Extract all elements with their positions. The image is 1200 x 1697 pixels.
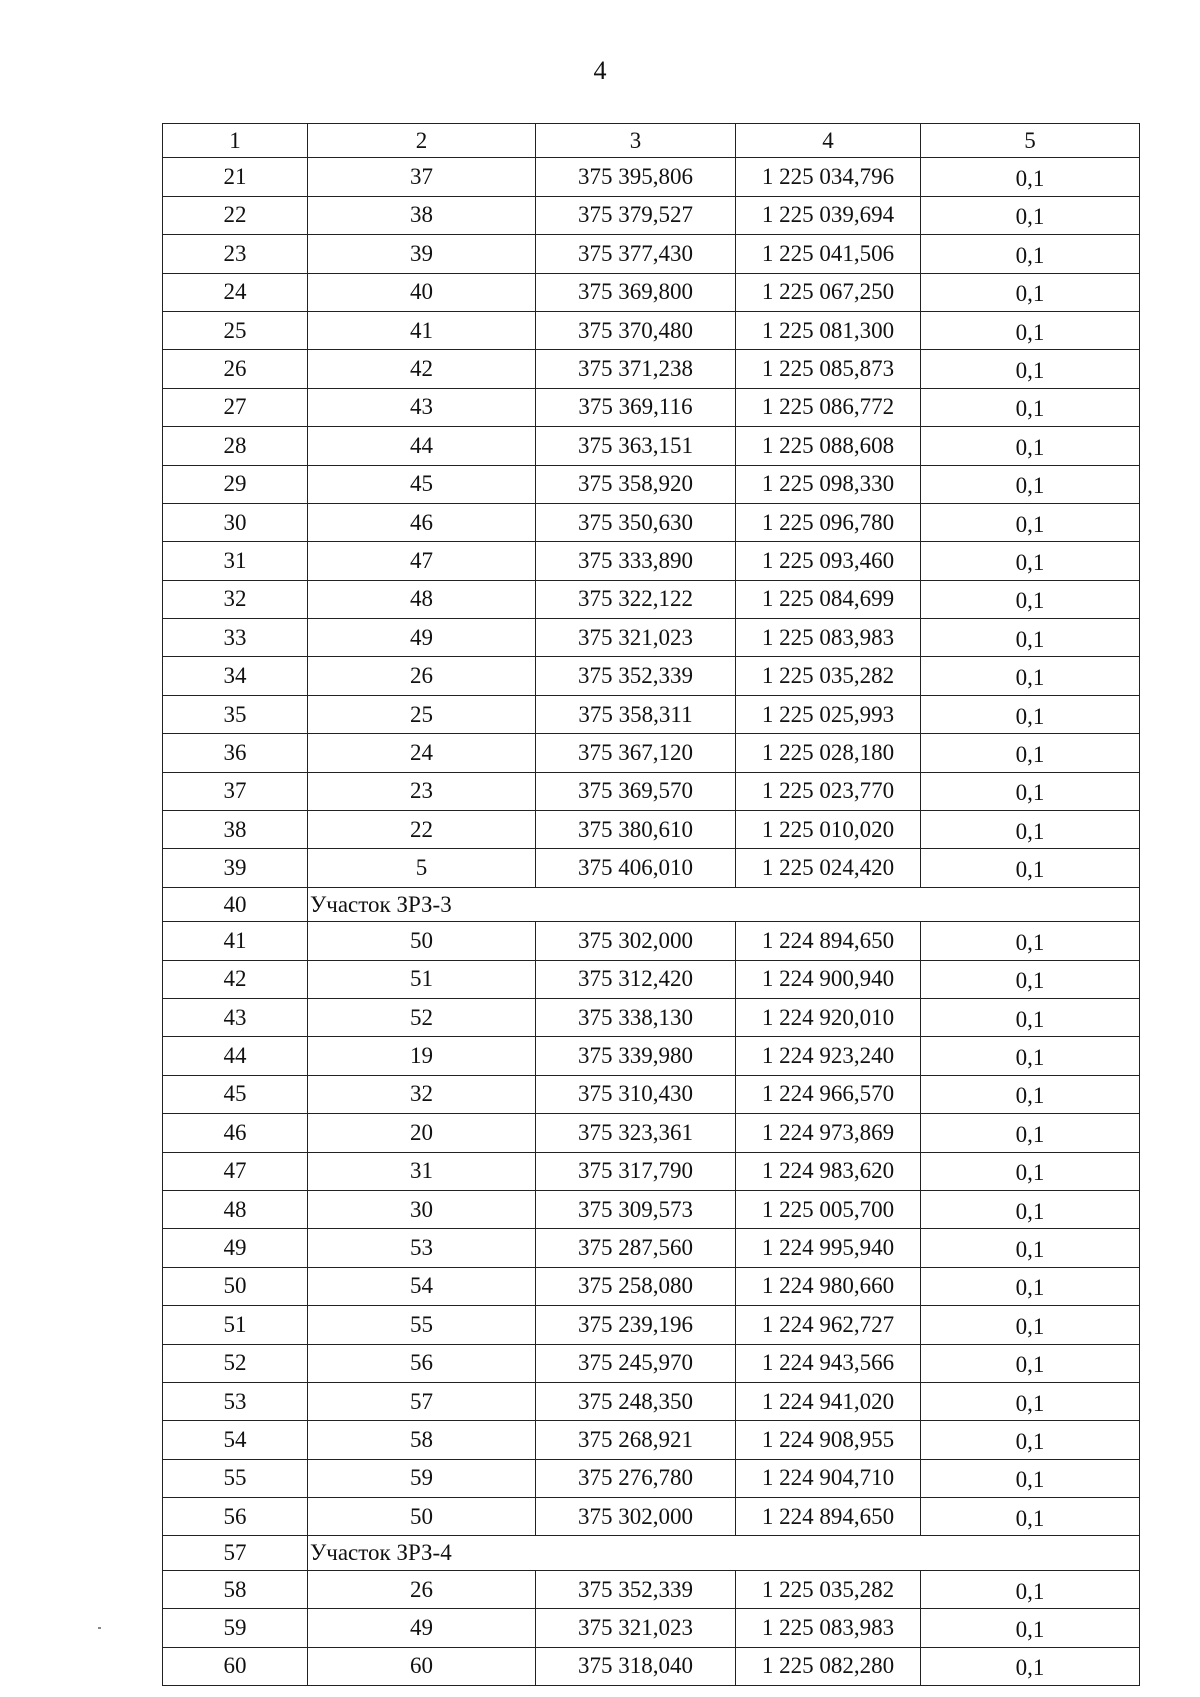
point-number-cell: 30 — [308, 1190, 536, 1228]
section-row — [163, 887, 1140, 921]
table-row — [163, 619, 1140, 657]
y-coordinate-cell: 1 224 980,660 — [736, 1267, 921, 1305]
y-coordinate-cell: 1 225 093,460 — [736, 542, 921, 580]
table-row — [163, 657, 1140, 695]
row-number-cell: 33 — [163, 619, 308, 657]
row-number-cell: 44 — [163, 1037, 308, 1075]
y-coordinate-cell: 1 225 024,420 — [736, 849, 921, 887]
point-number-cell: 58 — [308, 1421, 536, 1459]
point-number-cell: 26 — [308, 657, 536, 695]
row-number-cell: 57 — [163, 1536, 308, 1570]
error-value-cell: 0,1 — [921, 158, 1140, 196]
error-value-cell: 0,1 — [921, 580, 1140, 618]
point-number-cell: 24 — [308, 734, 536, 772]
table-row — [163, 542, 1140, 580]
table-row — [163, 1114, 1140, 1152]
row-number-cell: 58 — [163, 1570, 308, 1608]
table-row — [163, 1459, 1140, 1497]
y-coordinate-cell: 1 224 920,010 — [736, 998, 921, 1036]
row-number-cell: 38 — [163, 811, 308, 849]
row-number-cell: 37 — [163, 772, 308, 810]
x-coordinate-cell: 375 258,080 — [536, 1267, 736, 1305]
error-value-cell: 0,1 — [921, 1421, 1140, 1459]
table-row — [163, 503, 1140, 541]
error-value-cell: 0,1 — [921, 1459, 1140, 1497]
point-number-cell: 50 — [308, 922, 536, 960]
x-coordinate-cell: 375 395,806 — [536, 158, 736, 196]
point-number-cell: 46 — [308, 503, 536, 541]
table-row — [163, 811, 1140, 849]
error-value-cell: 0,1 — [921, 1229, 1140, 1267]
y-coordinate-cell: 1 225 039,694 — [736, 196, 921, 234]
table-row — [163, 1190, 1140, 1228]
point-number-cell: 38 — [308, 196, 536, 234]
row-number-cell: 28 — [163, 427, 308, 465]
y-coordinate-cell: 1 225 023,770 — [736, 772, 921, 810]
error-value-cell: 0,1 — [921, 1647, 1140, 1685]
error-value-cell: 0,1 — [921, 311, 1140, 349]
point-number-cell: 26 — [308, 1570, 536, 1608]
y-coordinate-cell: 1 225 096,780 — [736, 503, 921, 541]
y-coordinate-cell: 1 225 081,300 — [736, 311, 921, 349]
x-coordinate-cell: 375 318,040 — [536, 1647, 736, 1685]
row-number-cell: 31 — [163, 542, 308, 580]
row-number-cell: 46 — [163, 1114, 308, 1152]
column-header-point: 2 — [308, 124, 536, 158]
point-number-cell: 32 — [308, 1075, 536, 1113]
error-value-cell: 0,1 — [921, 465, 1140, 503]
row-number-cell: 50 — [163, 1267, 308, 1305]
point-number-cell: 25 — [308, 695, 536, 733]
table-row — [163, 1152, 1140, 1190]
error-value-cell: 0,1 — [921, 960, 1140, 998]
point-number-cell: 50 — [308, 1498, 536, 1536]
table-body — [163, 124, 1140, 1686]
row-number-cell: 22 — [163, 196, 308, 234]
row-number-cell: 40 — [163, 887, 308, 921]
x-coordinate-cell: 375 369,116 — [536, 388, 736, 426]
point-number-cell: 56 — [308, 1344, 536, 1382]
coordinates-table — [162, 123, 1140, 1686]
table-row — [163, 1570, 1140, 1608]
y-coordinate-cell: 1 224 943,566 — [736, 1344, 921, 1382]
row-number-cell: 43 — [163, 998, 308, 1036]
row-number-cell: 51 — [163, 1306, 308, 1344]
x-coordinate-cell: 375 379,527 — [536, 196, 736, 234]
x-coordinate-cell: 375 310,430 — [536, 1075, 736, 1113]
table-row — [163, 1344, 1140, 1382]
row-number-cell: 42 — [163, 960, 308, 998]
error-value-cell: 0,1 — [921, 1344, 1140, 1382]
section-title-cell: Участок ЗРЗ-4 — [308, 1536, 1140, 1570]
table-row — [163, 1075, 1140, 1113]
point-number-cell: 31 — [308, 1152, 536, 1190]
table-row — [163, 772, 1140, 810]
y-coordinate-cell: 1 224 908,955 — [736, 1421, 921, 1459]
x-coordinate-cell: 375 248,350 — [536, 1382, 736, 1420]
y-coordinate-cell: 1 225 035,282 — [736, 657, 921, 695]
column-header-number: 1 — [163, 124, 308, 158]
row-number-cell: 49 — [163, 1229, 308, 1267]
point-number-cell: 20 — [308, 1114, 536, 1152]
x-coordinate-cell: 375 352,339 — [536, 1570, 736, 1608]
x-coordinate-cell: 375 367,120 — [536, 734, 736, 772]
point-number-cell: 44 — [308, 427, 536, 465]
row-number-cell: 34 — [163, 657, 308, 695]
scan-speck — [98, 1627, 101, 1629]
point-number-cell: 49 — [308, 1609, 536, 1647]
page-number: 4 — [593, 56, 607, 85]
y-coordinate-cell: 1 224 966,570 — [736, 1075, 921, 1113]
point-number-cell: 54 — [308, 1267, 536, 1305]
x-coordinate-cell: 375 371,238 — [536, 350, 736, 388]
row-number-cell: 39 — [163, 849, 308, 887]
y-coordinate-cell: 1 225 088,608 — [736, 427, 921, 465]
y-coordinate-cell: 1 224 995,940 — [736, 1229, 921, 1267]
table-row — [163, 734, 1140, 772]
row-number-cell: 29 — [163, 465, 308, 503]
y-coordinate-cell: 1 225 085,873 — [736, 350, 921, 388]
x-coordinate-cell: 375 352,339 — [536, 657, 736, 695]
error-value-cell: 0,1 — [921, 350, 1140, 388]
x-coordinate-cell: 375 312,420 — [536, 960, 736, 998]
point-number-cell: 60 — [308, 1647, 536, 1685]
error-value-cell: 0,1 — [921, 388, 1140, 426]
row-number-cell: 60 — [163, 1647, 308, 1685]
table-row — [163, 196, 1140, 234]
y-coordinate-cell: 1 224 941,020 — [736, 1382, 921, 1420]
x-coordinate-cell: 375 321,023 — [536, 619, 736, 657]
row-number-cell: 55 — [163, 1459, 308, 1497]
x-coordinate-cell: 375 323,361 — [536, 1114, 736, 1152]
table-header-row — [163, 124, 1140, 158]
point-number-cell: 59 — [308, 1459, 536, 1497]
y-coordinate-cell: 1 224 894,650 — [736, 922, 921, 960]
x-coordinate-cell: 375 363,151 — [536, 427, 736, 465]
error-value-cell: 0,1 — [921, 273, 1140, 311]
table-row — [163, 273, 1140, 311]
row-number-cell: 45 — [163, 1075, 308, 1113]
x-coordinate-cell: 375 369,800 — [536, 273, 736, 311]
y-coordinate-cell: 1 224 983,620 — [736, 1152, 921, 1190]
point-number-cell: 37 — [308, 158, 536, 196]
row-number-cell: 27 — [163, 388, 308, 426]
y-coordinate-cell: 1 225 025,993 — [736, 695, 921, 733]
y-coordinate-cell: 1 224 923,240 — [736, 1037, 921, 1075]
error-value-cell: 0,1 — [921, 196, 1140, 234]
x-coordinate-cell: 375 370,480 — [536, 311, 736, 349]
x-coordinate-cell: 375 369,570 — [536, 772, 736, 810]
y-coordinate-cell: 1 224 904,710 — [736, 1459, 921, 1497]
error-value-cell: 0,1 — [921, 998, 1140, 1036]
table-row — [163, 465, 1140, 503]
error-value-cell: 0,1 — [921, 695, 1140, 733]
error-value-cell: 0,1 — [921, 503, 1140, 541]
error-value-cell: 0,1 — [921, 657, 1140, 695]
table-row — [163, 922, 1140, 960]
row-number-cell: 26 — [163, 350, 308, 388]
error-value-cell: 0,1 — [921, 849, 1140, 887]
column-header-error: 5 — [921, 124, 1140, 158]
error-value-cell: 0,1 — [921, 1306, 1140, 1344]
x-coordinate-cell: 375 406,010 — [536, 849, 736, 887]
row-number-cell: 48 — [163, 1190, 308, 1228]
error-value-cell: 0,1 — [921, 734, 1140, 772]
row-number-cell: 59 — [163, 1609, 308, 1647]
row-number-cell: 53 — [163, 1382, 308, 1420]
y-coordinate-cell: 1 225 098,330 — [736, 465, 921, 503]
error-value-cell: 0,1 — [921, 1570, 1140, 1608]
row-number-cell: 52 — [163, 1344, 308, 1382]
x-coordinate-cell: 375 302,000 — [536, 1498, 736, 1536]
y-coordinate-cell: 1 225 010,020 — [736, 811, 921, 849]
error-value-cell: 0,1 — [921, 1075, 1140, 1113]
y-coordinate-cell: 1 225 084,699 — [736, 580, 921, 618]
y-coordinate-cell: 1 225 082,280 — [736, 1647, 921, 1685]
y-coordinate-cell: 1 224 900,940 — [736, 960, 921, 998]
point-number-cell: 22 — [308, 811, 536, 849]
error-value-cell: 0,1 — [921, 922, 1140, 960]
table-row — [163, 1229, 1140, 1267]
table-row — [163, 1647, 1140, 1685]
table-row — [163, 1421, 1140, 1459]
table-row — [163, 1306, 1140, 1344]
row-number-cell: 47 — [163, 1152, 308, 1190]
error-value-cell: 0,1 — [921, 1498, 1140, 1536]
point-number-cell: 45 — [308, 465, 536, 503]
x-coordinate-cell: 375 339,980 — [536, 1037, 736, 1075]
y-coordinate-cell: 1 224 973,869 — [736, 1114, 921, 1152]
y-coordinate-cell: 1 225 035,282 — [736, 1570, 921, 1608]
error-value-cell: 0,1 — [921, 235, 1140, 273]
table-row — [163, 1609, 1140, 1647]
point-number-cell: 51 — [308, 960, 536, 998]
point-number-cell: 53 — [308, 1229, 536, 1267]
x-coordinate-cell: 375 377,430 — [536, 235, 736, 273]
table-row — [163, 388, 1140, 426]
x-coordinate-cell: 375 268,921 — [536, 1421, 736, 1459]
table-row — [163, 580, 1140, 618]
error-value-cell: 0,1 — [921, 1382, 1140, 1420]
row-number-cell: 41 — [163, 922, 308, 960]
x-coordinate-cell: 375 338,130 — [536, 998, 736, 1036]
x-coordinate-cell: 375 239,196 — [536, 1306, 736, 1344]
row-number-cell: 35 — [163, 695, 308, 733]
point-number-cell: 19 — [308, 1037, 536, 1075]
y-coordinate-cell: 1 225 086,772 — [736, 388, 921, 426]
point-number-cell: 55 — [308, 1306, 536, 1344]
section-row — [163, 1536, 1140, 1570]
y-coordinate-cell: 1 225 067,250 — [736, 273, 921, 311]
y-coordinate-cell: 1 225 034,796 — [736, 158, 921, 196]
point-number-cell: 43 — [308, 388, 536, 426]
x-coordinate-cell: 375 358,311 — [536, 695, 736, 733]
x-coordinate-cell: 375 333,890 — [536, 542, 736, 580]
error-value-cell: 0,1 — [921, 1037, 1140, 1075]
point-number-cell: 39 — [308, 235, 536, 273]
table-row — [163, 695, 1140, 733]
error-value-cell: 0,1 — [921, 1267, 1140, 1305]
row-number-cell: 24 — [163, 273, 308, 311]
y-coordinate-cell: 1 225 083,983 — [736, 1609, 921, 1647]
x-coordinate-cell: 375 287,560 — [536, 1229, 736, 1267]
point-number-cell: 23 — [308, 772, 536, 810]
x-coordinate-cell: 375 350,630 — [536, 503, 736, 541]
table-row — [163, 1267, 1140, 1305]
error-value-cell: 0,1 — [921, 811, 1140, 849]
point-number-cell: 48 — [308, 580, 536, 618]
table-row — [163, 1037, 1140, 1075]
row-number-cell: 36 — [163, 734, 308, 772]
y-coordinate-cell: 1 225 041,506 — [736, 235, 921, 273]
error-value-cell: 0,1 — [921, 542, 1140, 580]
error-value-cell: 0,1 — [921, 772, 1140, 810]
y-coordinate-cell: 1 225 005,700 — [736, 1190, 921, 1228]
table-row — [163, 311, 1140, 349]
x-coordinate-cell: 375 245,970 — [536, 1344, 736, 1382]
table-row — [163, 427, 1140, 465]
point-number-cell: 40 — [308, 273, 536, 311]
point-number-cell: 47 — [308, 542, 536, 580]
row-number-cell: 56 — [163, 1498, 308, 1536]
row-number-cell: 25 — [163, 311, 308, 349]
error-value-cell: 0,1 — [921, 619, 1140, 657]
table-row — [163, 849, 1140, 887]
x-coordinate-cell: 375 276,780 — [536, 1459, 736, 1497]
x-coordinate-cell: 375 322,122 — [536, 580, 736, 618]
x-coordinate-cell: 375 380,610 — [536, 811, 736, 849]
row-number-cell: 32 — [163, 580, 308, 618]
point-number-cell: 57 — [308, 1382, 536, 1420]
point-number-cell: 42 — [308, 350, 536, 388]
y-coordinate-cell: 1 225 028,180 — [736, 734, 921, 772]
error-value-cell: 0,1 — [921, 1152, 1140, 1190]
point-number-cell: 41 — [308, 311, 536, 349]
point-number-cell: 49 — [308, 619, 536, 657]
section-title-cell: Участок ЗРЗ-3 — [308, 887, 1140, 921]
point-number-cell: 5 — [308, 849, 536, 887]
y-coordinate-cell: 1 225 083,983 — [736, 619, 921, 657]
row-number-cell: 30 — [163, 503, 308, 541]
table-row — [163, 350, 1140, 388]
x-coordinate-cell: 375 358,920 — [536, 465, 736, 503]
row-number-cell: 23 — [163, 235, 308, 273]
x-coordinate-cell: 375 309,573 — [536, 1190, 736, 1228]
table-row — [163, 158, 1140, 196]
table-row — [163, 235, 1140, 273]
error-value-cell: 0,1 — [921, 427, 1140, 465]
x-coordinate-cell: 375 302,000 — [536, 922, 736, 960]
column-header-y: 4 — [736, 124, 921, 158]
row-number-cell: 21 — [163, 158, 308, 196]
table-row — [163, 998, 1140, 1036]
x-coordinate-cell: 375 317,790 — [536, 1152, 736, 1190]
table-row — [163, 1382, 1140, 1420]
table-row — [163, 1498, 1140, 1536]
table-row — [163, 960, 1140, 998]
row-number-cell: 54 — [163, 1421, 308, 1459]
y-coordinate-cell: 1 224 894,650 — [736, 1498, 921, 1536]
error-value-cell: 0,1 — [921, 1609, 1140, 1647]
x-coordinate-cell: 375 321,023 — [536, 1609, 736, 1647]
error-value-cell: 0,1 — [921, 1190, 1140, 1228]
point-number-cell: 52 — [308, 998, 536, 1036]
error-value-cell: 0,1 — [921, 1114, 1140, 1152]
column-header-x: 3 — [536, 124, 736, 158]
y-coordinate-cell: 1 224 962,727 — [736, 1306, 921, 1344]
